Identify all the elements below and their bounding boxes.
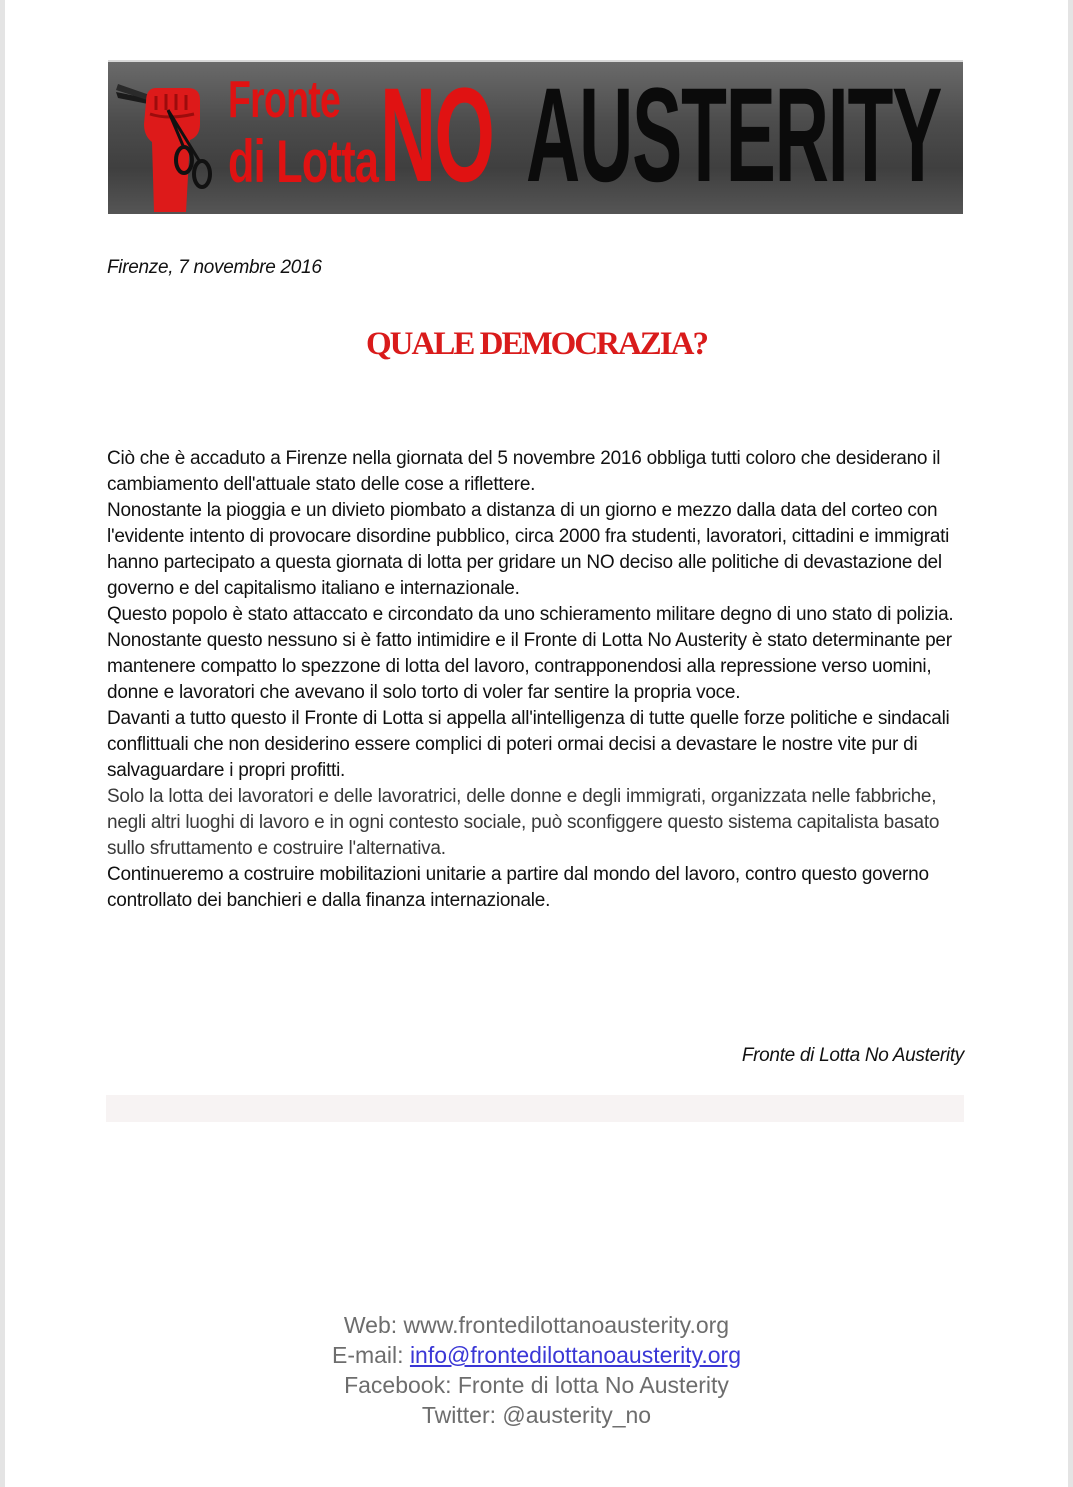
logo-text-fronte: Fronte — [228, 71, 341, 129]
paragraph: Nonostante questo nessuno si è fatto intimidire e il Fronte di Lotta No Austerity è stato determinante per mantenere compatto lo spezzone di lotta del lavoro, contrapponendosi alla repressione verso uomini, donne e lavoratori che avevano il solo torto di voler far sentire la propria voce. — [107, 630, 952, 703]
paragraph: Ciò che è accaduto a Firenze nella giornata del 5 novembre 2016 obbliga tutti coloro che desiderano il cambiamento dell'attuale stato delle cose a riflettere. — [107, 448, 941, 495]
body-text — [107, 446, 967, 914]
paragraph: Nonostante la pioggia e un divieto piombato a distanza di un giorno e mezzo dalla data del corteo con l'evidente intento di provocare disordine pubblico, circa 2000 fra studenti, lavoratori, cittadini e immigrati hanno partecipato a questa giornata di lotta per gridare un NO deciso alle politiche di devastazione del governo e del capitalismo italiano e internazionale. — [107, 500, 950, 599]
contact-email-label: E-mail: — [331, 1342, 410, 1368]
contact-block — [0, 1310, 1073, 1430]
paragraph: Solo la lotta dei lavoratori e delle lavoratrici, delle donne e degli immigrati, organizzata nelle fabbriche, negli altri luoghi di lavoro e in ogni contesto sociale, può sconfiggere questo sistema capitalista basato sullo sfruttamento e costruire l'alternativa. — [107, 786, 940, 859]
logo-text-di-lotta: di Lotta — [228, 128, 379, 195]
page-edge-left — [0, 0, 5, 1487]
contact-web: Web: www.frontedilottanoausterity.org — [343, 1312, 730, 1338]
contact-email-line — [0, 1340, 1073, 1370]
document-title: QUALE DEMOCRAZIA? — [366, 326, 707, 362]
paragraph: Davanti a tutto questo il Fronte di Lotta si appella all'intelligenza di tutte quelle forze politiche e sindacali conflittuali che non desiderino essere complici di poteri ormai decisi a devastare le nostre vite pur di salvaguardare i propri profitti. — [107, 708, 950, 781]
logo-text-no: NO — [380, 61, 494, 210]
contact-email-link[interactable]: info@frontedilottanoausterity.org — [409, 1342, 741, 1368]
footer-divider-bar — [106, 1095, 964, 1122]
signature: Fronte di Lotta No Austerity — [741, 1045, 964, 1066]
contact-facebook: Facebook: Fronte di lotta No Austerity — [344, 1372, 729, 1398]
dateline: Firenze, 7 novembre 2016 — [107, 257, 322, 278]
fist-scissors-icon — [108, 62, 228, 214]
header-banner — [108, 60, 963, 214]
paragraph: Questo popolo è stato attaccato e circondato da uno schieramento militare degno di uno stato di polizia. — [107, 604, 954, 625]
logo-text-austerity: AUSTERITY — [526, 61, 942, 210]
contact-twitter: Twitter: @austerity_no — [421, 1402, 652, 1428]
page-edge-right — [1068, 0, 1073, 1487]
paragraph: Continueremo a costruire mobilitazioni unitarie a partire dal mondo del lavoro, contro questo governo controllato dei banchieri e dalla finanza internazionale. — [107, 864, 929, 911]
